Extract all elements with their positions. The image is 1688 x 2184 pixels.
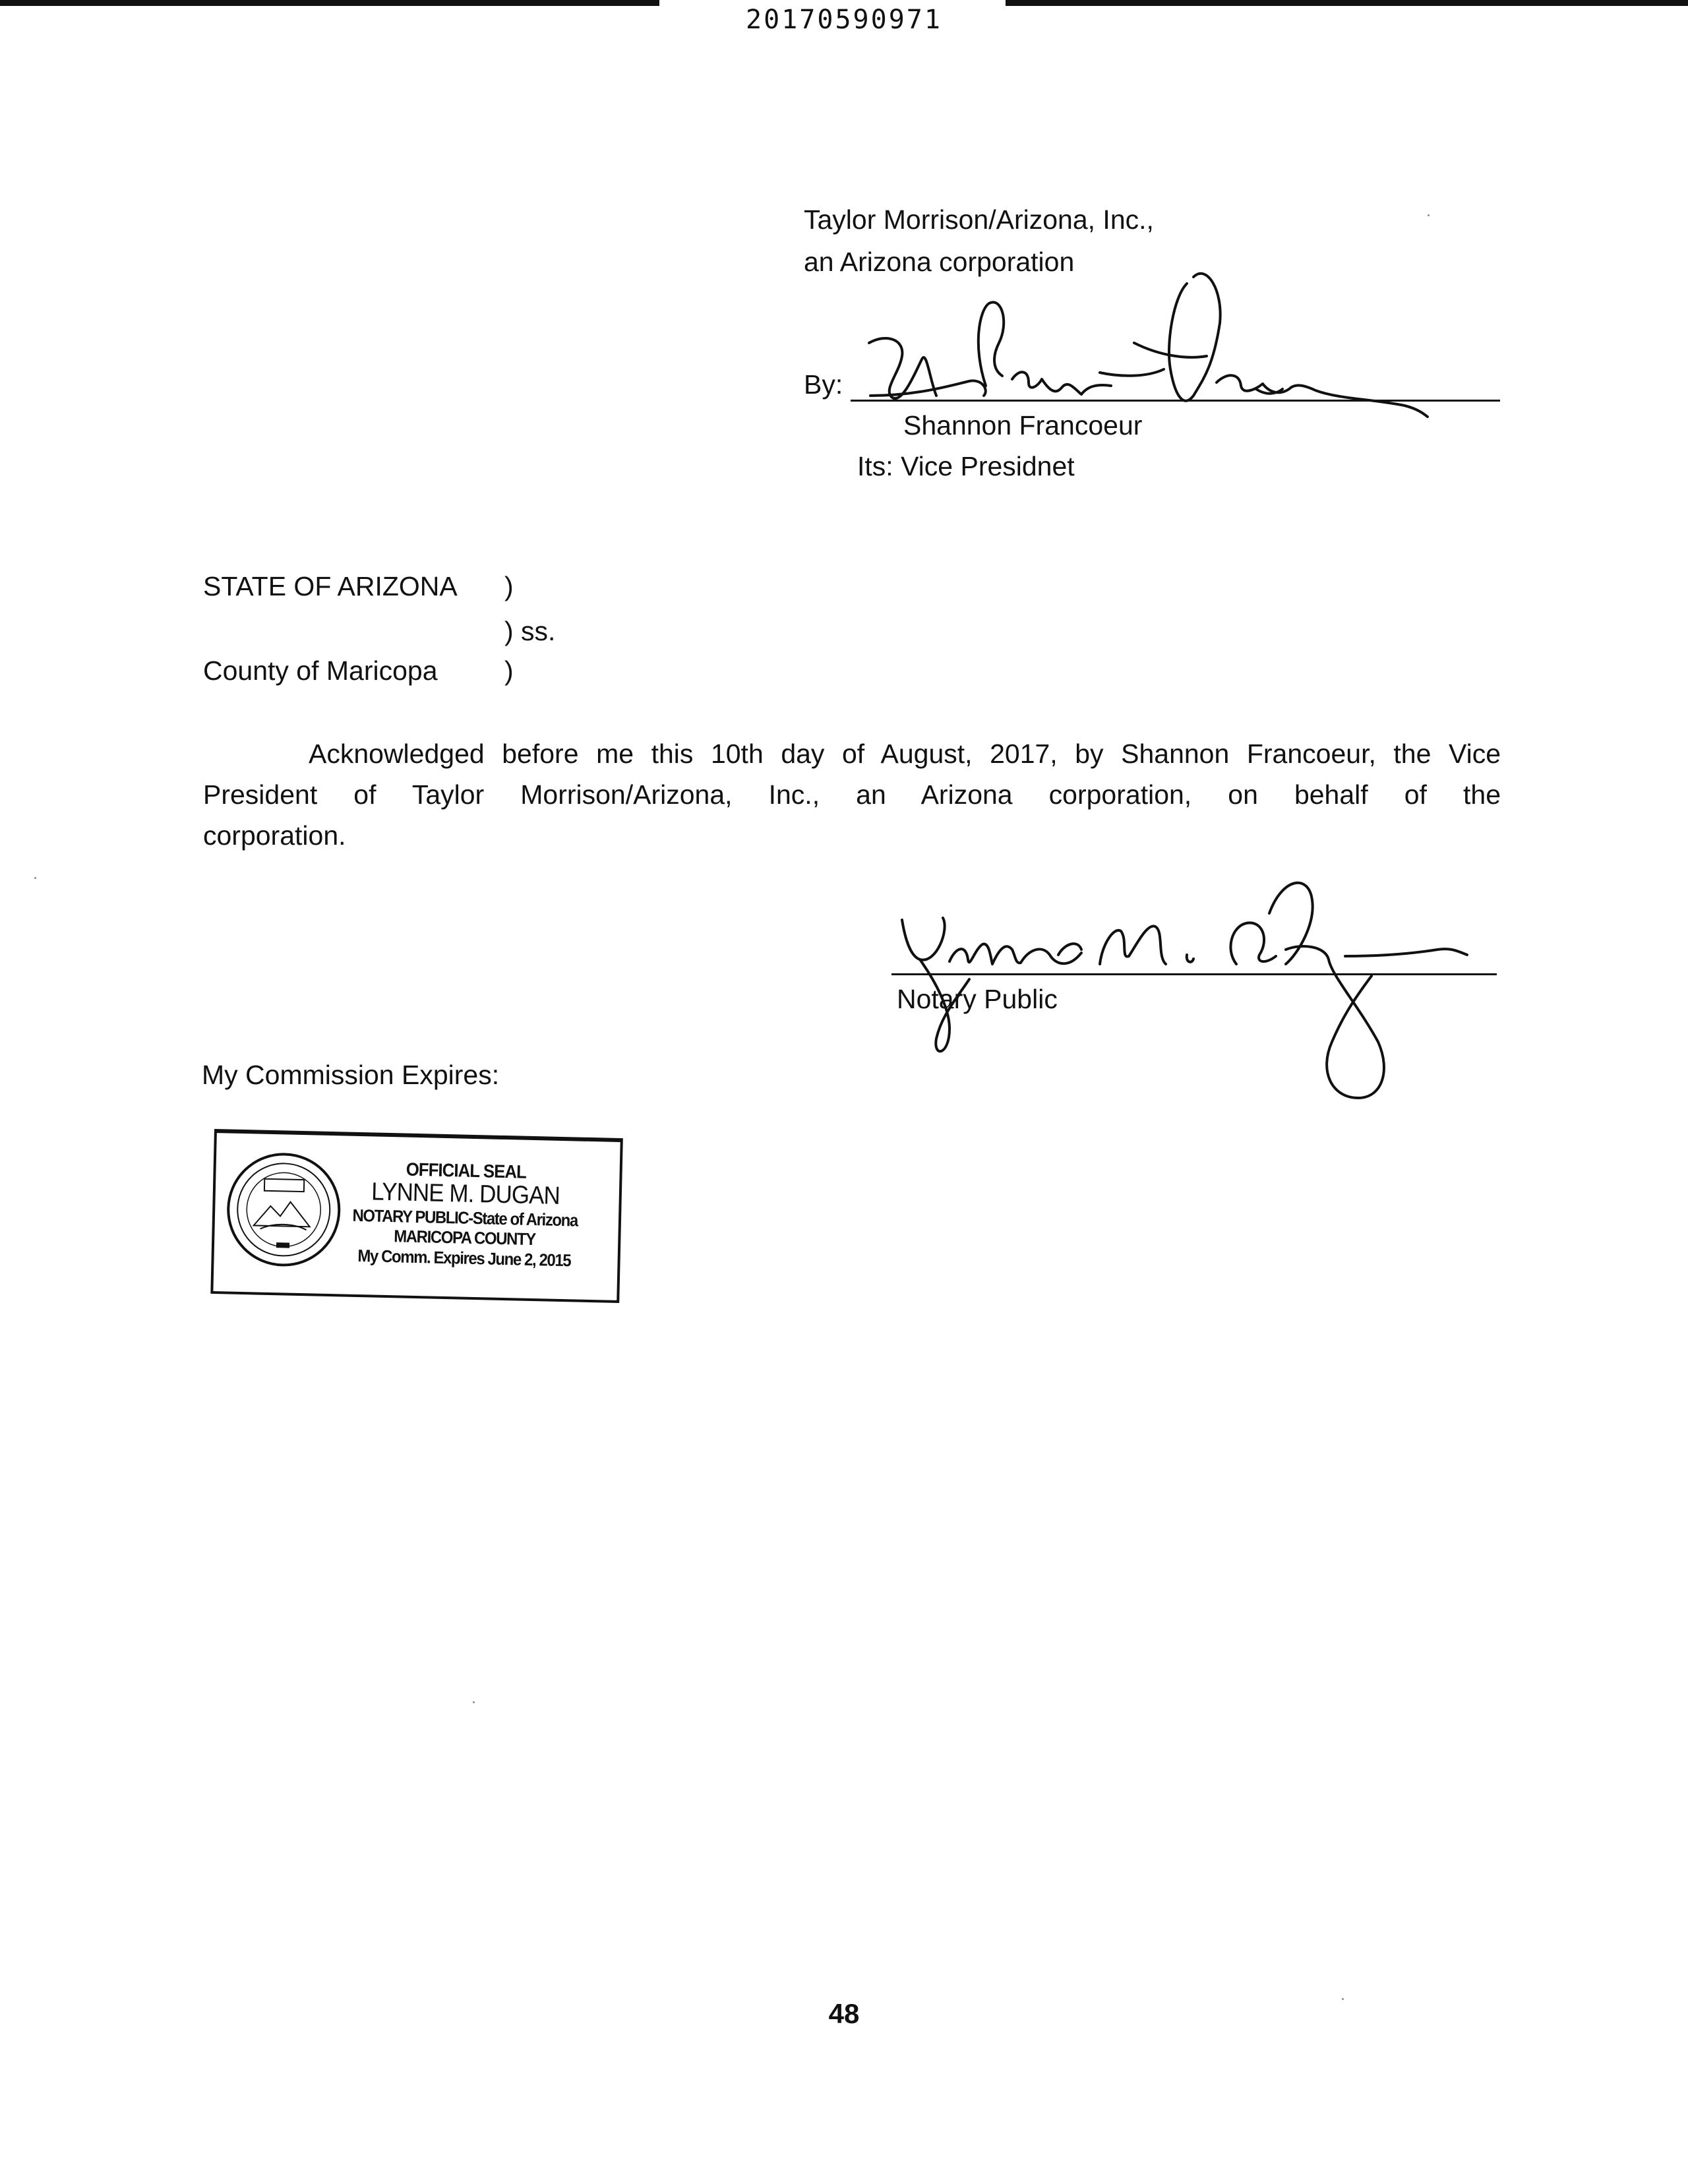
venue-county: County of Maricopa: [203, 655, 438, 686]
stamp-notary-public-state: NOTARY PUBLIC-State of Arizona: [352, 1205, 578, 1230]
stamp-official-seal: OFFICIAL SEAL: [406, 1159, 527, 1182]
stamp-commission-expiry: My Comm. Expires June 2, 2015: [357, 1245, 571, 1271]
signer-title: Its: Vice Presidnet: [857, 451, 1075, 481]
venue-paren-state: ): [504, 571, 514, 601]
commission-expires-label: My Commission Expires:: [202, 1060, 500, 1090]
recording-number: 20170590971: [746, 5, 942, 35]
scan-speck: [1342, 1998, 1344, 2000]
company-type: an Arizona corporation: [804, 247, 1075, 277]
venue-state: STATE OF ARIZONA: [203, 571, 458, 601]
notary-official-seal-stamp: [210, 1129, 623, 1303]
company-name: Taylor Morrison/Arizona, Inc.,: [804, 204, 1154, 235]
acknowledgment-line-3: corporation.: [203, 820, 346, 851]
notary-public-label: Notary Public: [897, 984, 1058, 1014]
stamp-county: MARICOPA COUNTY: [393, 1225, 536, 1249]
stamp-notary-name: LYNNE M. DUGAN: [371, 1178, 560, 1211]
acknowledgment-line-2: President of Taylor Morrison/Arizona, Inc., an Arizona corporation, on behalf of the: [203, 779, 1501, 810]
signer-name: Shannon Francoeur: [903, 410, 1143, 440]
venue-paren-county: ): [504, 655, 514, 686]
scan-speck: [473, 1701, 475, 1703]
by-label: By:: [804, 369, 843, 400]
scan-speck: [34, 877, 36, 879]
scan-speck: [1428, 214, 1430, 216]
venue-ss: ) ss.: [504, 616, 556, 646]
arizona-state-seal-icon: [223, 1149, 344, 1270]
stamp-text-block: [336, 1158, 593, 1270]
page-number: 48: [828, 1998, 860, 2029]
acknowledgment-line-1: Acknowledged before me this 10th day of August, 2017, by Shannon Francoeur, the Vice: [309, 739, 1501, 769]
